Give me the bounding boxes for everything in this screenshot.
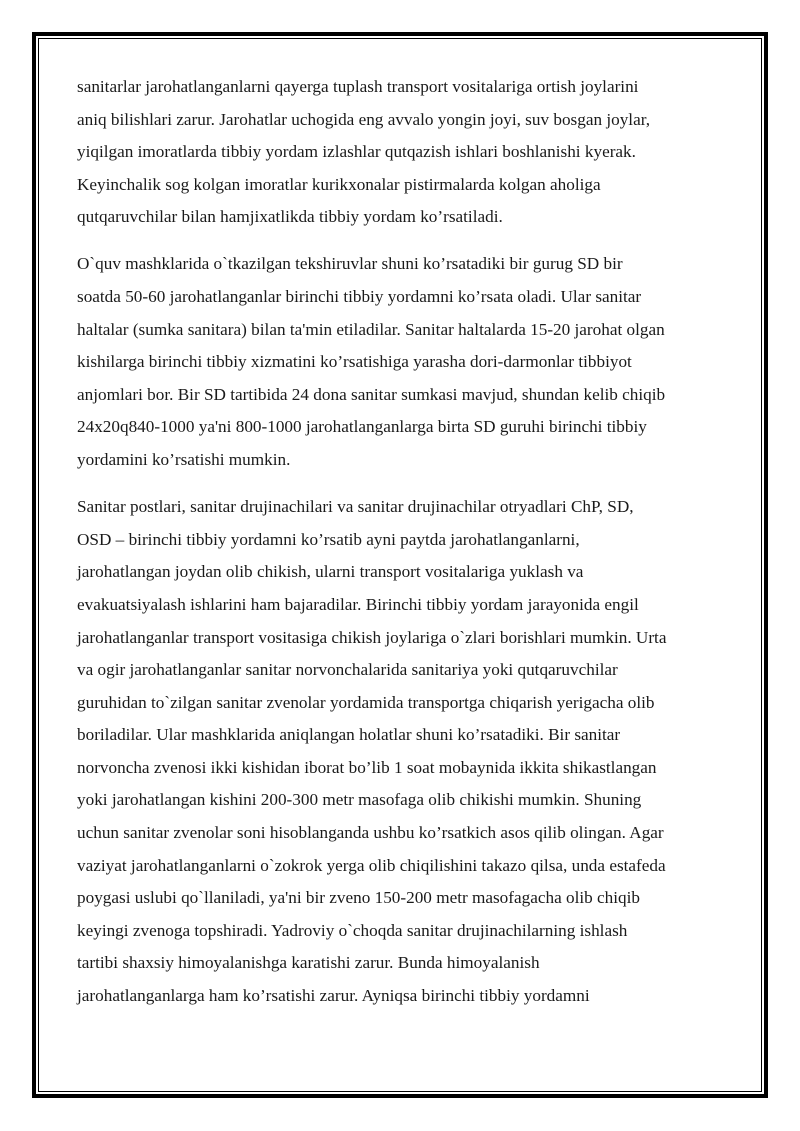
text-line: yordamini ko’rsatishi mumkin. <box>77 450 291 470</box>
text-line: kishilarga birinchi tibbiy xizmatini ko’rsatishiga yarasha dori-darmonlar tibbiyot <box>77 352 632 372</box>
text-line: jarohatlanganlarga ham ko’rsatishi zarur. Ayniqsa birinchi tibbiy yordamni <box>77 986 590 1006</box>
text-line: qutqaruvchilar bilan hamjixatlikda tibbiy yordam ko’rsatiladi. <box>77 207 503 227</box>
text-line: O`quv mashklarida o`tkazilgan tekshiruvlar shuni ko’rsatadiki bir gurug SD bir <box>77 254 623 274</box>
text-line: soatda 50-60 jarohatlanganlar birinchi tibbiy yordamni ko’rsata oladi. Ular sanitar <box>77 287 642 307</box>
text-line: 24x20q840-1000 ya'ni 800-1000 jarohatlanganlarga birta SD guruhi birinchi tibbiy <box>77 417 647 437</box>
text-line: boriladilar. Ular mashklarida aniqlangan holatlar shuni ko’rsatadiki. Bir sanitar <box>77 725 621 745</box>
text-line: guruhidan to`zilgan sanitar zvenolar yordamida transportga chiqarish yerigacha olib <box>77 692 655 712</box>
text-line: uchun sanitar zvenolar soni hisoblanganda ushbu ko’rsatkich asos qilib olingan. Agar <box>77 823 664 843</box>
text-line: haltalar (sumka sanitara) bilan ta'min etiladilar. Sanitar haltalarda 15-20 jarohat olgan <box>77 319 665 339</box>
text-line: jarohatlanganlar transport vositasiga chikish joylariga o`zlari borishlari mumkin. Urta <box>77 627 667 647</box>
text-line: vaziyat jarohatlanganlarni o`zokrok yerga olib chiqilishini takazo qilsa, unda estafeda <box>77 855 666 875</box>
paragraph-2 <box>77 248 737 476</box>
text-line: Sanitar postlari, sanitar drujinachilari va sanitar drujinachilar otryadlari ChP, SD, <box>77 497 634 517</box>
text-line: Keyinchalik sog kolgan imoratlar kurikxonalar pistirmalarda kolgan aholiga <box>77 174 601 194</box>
text-line: evakuatsiyalash ishlarini ham bajaradilar. Birinchi tibbiy yordam jarayonida engil <box>77 594 639 614</box>
text-line: va ogir jarohatlanganlar sanitar norvonchalarida sanitariya yoki qutqaruvchilar <box>77 660 618 680</box>
text-line: tartibi shaxsiy himoyalanishga karatishi zarur. Bunda himoyalanish <box>77 953 540 973</box>
text-line: anjomlari bor. Bir SD tartibida 24 dona sanitar sumkasi mavjud, shundan kelib chiqib <box>77 384 666 404</box>
text-line: jarohatlangan joydan olib chikish, ularni transport vositalariga yuklash va <box>77 562 584 582</box>
paragraph-1 <box>77 71 737 234</box>
text-line: yoki jarohatlangan kishini 200-300 metr masofaga olib chikishi mumkin. Shuning <box>77 790 642 810</box>
document-body <box>77 71 737 1027</box>
text-line: poygasi uslubi qo`llaniladi, ya'ni bir zveno 150-200 metr masofagacha olib chiqib <box>77 888 640 908</box>
text-line: sanitarlar jarohatlanganlarni qayerga tuplash transport vositalariga ortish joylarini <box>77 77 639 96</box>
paragraph-3 <box>77 491 737 1013</box>
text-line: yiqilgan imoratlarda tibbiy yordam izlashlar qutqazish ishlari boshlanishi kyerak. <box>77 142 636 162</box>
text-line: OSD – birinchi tibbiy yordamni ko’rsatib ayni paytda jarohatlanganlarni, <box>77 529 580 549</box>
text-line: keyingi zvenoga topshiradi. Yadroviy o`choqda sanitar drujinachilarning ishlash <box>77 920 628 940</box>
text-line: aniq bilishlari zarur. Jarohatlar uchogida eng avvalo yongin joyi, suv bosgan joylar, <box>77 109 651 129</box>
text-line: norvoncha zvenosi ikki kishidan iborat bo’lib 1 soat mobaynida ikkita shikastlangan <box>77 757 657 777</box>
